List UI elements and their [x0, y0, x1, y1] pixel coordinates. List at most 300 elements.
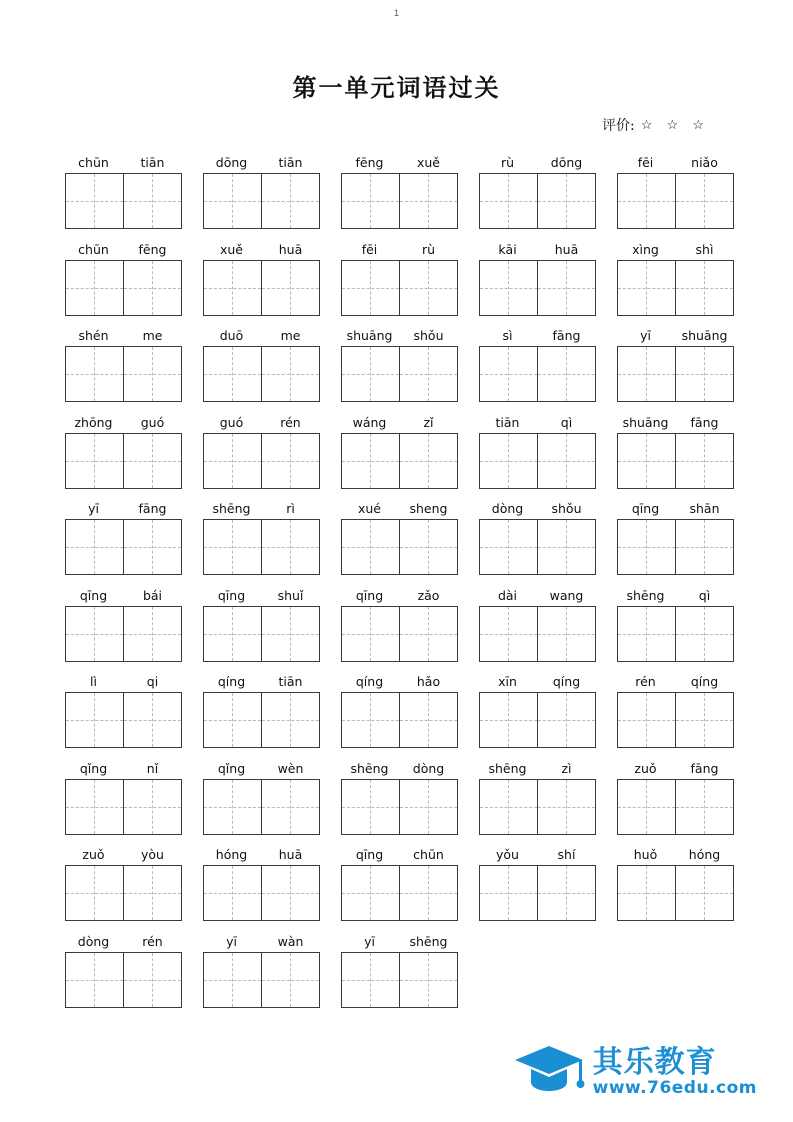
writing-boxes[interactable]: [479, 173, 596, 229]
pinyin-pair: [203, 934, 320, 949]
graduation-cap-icon: [513, 1042, 585, 1098]
pinyin-syllable: shēng: [488, 760, 527, 776]
writing-box[interactable]: [618, 347, 676, 401]
worksheet-row: [54, 155, 744, 229]
pinyin-pair: [203, 847, 320, 862]
writing-boxes[interactable]: [203, 692, 320, 748]
pinyin-syllable: tiān: [278, 155, 303, 170]
pinyin-syllable: fāng: [690, 414, 719, 430]
pinyin-pair: [203, 501, 320, 516]
pinyin-syllable: shuāng: [622, 414, 669, 430]
pinyin-syllable: xīn: [498, 674, 517, 689]
word-cell: [468, 761, 606, 835]
pinyin-syllable: me: [280, 328, 301, 343]
writing-boxes[interactable]: [479, 433, 596, 489]
pinyin-syllable: qì: [560, 414, 573, 430]
pinyin-syllable: shǒu: [413, 328, 444, 343]
writing-box[interactable]: [66, 174, 124, 228]
writing-box[interactable]: [618, 434, 676, 488]
writing-box[interactable]: [618, 866, 676, 920]
pinyin-syllable: zǐ: [423, 414, 434, 430]
pinyin-pair: [203, 761, 320, 776]
writing-boxes[interactable]: [203, 779, 320, 835]
writing-boxes[interactable]: [341, 606, 458, 662]
pinyin-syllable: hóng: [688, 847, 721, 862]
writing-boxes[interactable]: [65, 433, 182, 489]
writing-box[interactable]: [123, 347, 181, 401]
writing-boxes[interactable]: [617, 865, 734, 921]
writing-box[interactable]: [342, 261, 400, 315]
word-cell: [606, 847, 744, 921]
pinyin-syllable: sheng: [409, 501, 448, 516]
writing-boxes[interactable]: [617, 173, 734, 229]
pinyin-syllable: shēng: [212, 501, 251, 516]
writing-box[interactable]: [204, 520, 262, 574]
pinyin-pair: [617, 328, 734, 343]
writing-boxes[interactable]: [617, 260, 734, 316]
word-cell: [330, 674, 468, 748]
writing-box[interactable]: [66, 953, 124, 1007]
writing-box[interactable]: [399, 866, 457, 920]
writing-box[interactable]: [675, 347, 733, 401]
pinyin-syllable: hǎo: [416, 674, 441, 689]
pinyin-syllable: yǒu: [496, 847, 519, 862]
writing-box[interactable]: [537, 866, 595, 920]
pinyin-pair: [203, 155, 320, 170]
writing-box[interactable]: [480, 520, 538, 574]
pinyin-pair: [203, 588, 320, 603]
pinyin-pair: [65, 934, 182, 949]
writing-boxes[interactable]: [65, 346, 182, 402]
writing-boxes[interactable]: [341, 260, 458, 316]
writing-boxes[interactable]: [65, 260, 182, 316]
writing-box[interactable]: [537, 520, 595, 574]
writing-box[interactable]: [342, 347, 400, 401]
pinyin-syllable: me: [142, 328, 163, 343]
writing-box[interactable]: [261, 953, 319, 1007]
pinyin-pair: [617, 415, 734, 430]
writing-boxes[interactable]: [341, 433, 458, 489]
pinyin-pair: [617, 847, 734, 862]
writing-box[interactable]: [342, 607, 400, 661]
pinyin-pair: [65, 415, 182, 430]
writing-box[interactable]: [261, 174, 319, 228]
writing-box[interactable]: [675, 780, 733, 834]
writing-box[interactable]: [399, 607, 457, 661]
writing-boxes[interactable]: [341, 692, 458, 748]
pinyin-syllable: xìng: [632, 241, 659, 257]
pinyin-syllable: dōng: [550, 155, 583, 170]
pinyin-syllable: chūn: [78, 241, 109, 257]
pinyin-pair: [479, 761, 596, 776]
writing-boxes[interactable]: [479, 519, 596, 575]
pinyin-pair: [479, 501, 596, 516]
writing-boxes[interactable]: [617, 519, 734, 575]
pinyin-syllable: rén: [280, 414, 301, 430]
word-cell: [468, 847, 606, 921]
pinyin-syllable: tiān: [278, 674, 303, 689]
word-cell: [606, 674, 744, 748]
writing-box[interactable]: [342, 780, 400, 834]
writing-box[interactable]: [123, 434, 181, 488]
writing-box[interactable]: [675, 607, 733, 661]
writing-box[interactable]: [204, 693, 262, 747]
word-cell: [54, 415, 192, 489]
pinyin-syllable: fēng: [355, 155, 384, 170]
worksheet-row: [54, 934, 744, 1008]
writing-box[interactable]: [66, 347, 124, 401]
pinyin-syllable: guó: [219, 414, 244, 430]
writing-boxes[interactable]: [203, 952, 320, 1008]
writing-boxes[interactable]: [479, 779, 596, 835]
pinyin-syllable: dòng: [412, 760, 445, 776]
writing-box[interactable]: [261, 607, 319, 661]
pinyin-syllable: qīng: [355, 587, 384, 603]
writing-boxes[interactable]: [65, 952, 182, 1008]
word-cell: [192, 934, 330, 1008]
writing-box[interactable]: [480, 434, 538, 488]
writing-box[interactable]: [618, 693, 676, 747]
writing-box[interactable]: [399, 780, 457, 834]
pinyin-syllable: xuě: [219, 241, 243, 257]
worksheet-row: [54, 761, 744, 835]
writing-boxes[interactable]: [341, 519, 458, 575]
writing-boxes[interactable]: [479, 865, 596, 921]
pinyin-pair: [341, 501, 458, 516]
writing-box[interactable]: [537, 780, 595, 834]
word-cell: [192, 242, 330, 316]
pinyin-pair: [479, 328, 596, 343]
writing-box[interactable]: [399, 693, 457, 747]
writing-box[interactable]: [618, 520, 676, 574]
writing-box[interactable]: [66, 607, 124, 661]
writing-box[interactable]: [123, 693, 181, 747]
writing-box[interactable]: [399, 347, 457, 401]
pinyin-syllable: shuāng: [346, 328, 393, 343]
pinyin-pair: [341, 847, 458, 862]
pinyin-syllable: yī: [88, 501, 99, 516]
writing-box[interactable]: [204, 434, 262, 488]
writing-boxes[interactable]: [341, 779, 458, 835]
pinyin-pair: [617, 674, 734, 689]
page-number: 1: [393, 8, 399, 18]
writing-box[interactable]: [204, 780, 262, 834]
writing-box[interactable]: [480, 866, 538, 920]
pinyin-syllable: tiān: [495, 414, 520, 430]
writing-box[interactable]: [261, 347, 319, 401]
writing-boxes[interactable]: [203, 865, 320, 921]
pinyin-syllable: wèn: [277, 760, 304, 776]
writing-box[interactable]: [399, 520, 457, 574]
pinyin-syllable: qīng: [355, 847, 384, 862]
pinyin-syllable: kāi: [498, 241, 517, 257]
writing-box[interactable]: [66, 434, 124, 488]
writing-box[interactable]: [342, 174, 400, 228]
writing-box[interactable]: [204, 261, 262, 315]
worksheet-row: [54, 501, 744, 575]
pinyin-syllable: yī: [640, 328, 651, 343]
writing-box[interactable]: [123, 953, 181, 1007]
writing-box[interactable]: [537, 261, 595, 315]
writing-box[interactable]: [342, 434, 400, 488]
writing-box[interactable]: [342, 520, 400, 574]
pinyin-pair: [65, 242, 182, 257]
writing-box[interactable]: [480, 607, 538, 661]
writing-box[interactable]: [480, 174, 538, 228]
writing-box[interactable]: [399, 174, 457, 228]
pinyin-syllable: qíng: [552, 674, 581, 689]
watermark-brand: 其乐教育: [592, 1044, 717, 1080]
pinyin-pair: [479, 415, 596, 430]
writing-boxes[interactable]: [341, 173, 458, 229]
pinyin-pair: [617, 588, 734, 603]
writing-box[interactable]: [66, 866, 124, 920]
word-cell: [330, 934, 468, 1008]
pinyin-syllable: qíng: [217, 674, 246, 689]
writing-box[interactable]: [66, 261, 124, 315]
pinyin-syllable: dài: [497, 587, 518, 603]
word-cell: [54, 934, 192, 1008]
writing-box[interactable]: [204, 953, 262, 1007]
word-cell: [54, 242, 192, 316]
writing-box[interactable]: [123, 520, 181, 574]
pinyin-syllable: fēi: [637, 155, 654, 170]
pinyin-syllable: shǒu: [551, 501, 582, 516]
writing-box[interactable]: [261, 520, 319, 574]
writing-box[interactable]: [204, 866, 262, 920]
pinyin-pair: [341, 415, 458, 430]
writing-box[interactable]: [204, 607, 262, 661]
writing-box[interactable]: [480, 347, 538, 401]
pinyin-syllable: wáng: [352, 414, 387, 430]
writing-box[interactable]: [342, 693, 400, 747]
word-cell: [468, 328, 606, 402]
pinyin-syllable: niǎo: [691, 155, 718, 170]
word-cell: [192, 328, 330, 402]
writing-box[interactable]: [675, 261, 733, 315]
writing-boxes[interactable]: [65, 865, 182, 921]
pinyin-pair: [65, 155, 182, 170]
writing-box[interactable]: [618, 261, 676, 315]
writing-box[interactable]: [261, 693, 319, 747]
writing-box[interactable]: [537, 693, 595, 747]
writing-box[interactable]: [123, 780, 181, 834]
writing-boxes[interactable]: [341, 865, 458, 921]
pinyin-syllable: chūn: [78, 155, 109, 170]
word-cell: [330, 242, 468, 316]
writing-box[interactable]: [675, 174, 733, 228]
word-cell: [330, 847, 468, 921]
writing-boxes[interactable]: [341, 952, 458, 1008]
writing-box[interactable]: [618, 780, 676, 834]
pinyin-pair: [479, 242, 596, 257]
rating-stars: ☆ ☆ ☆: [640, 117, 709, 133]
writing-boxes[interactable]: [65, 519, 182, 575]
pinyin-pair: [617, 761, 734, 776]
writing-box[interactable]: [480, 780, 538, 834]
pinyin-pair: [65, 847, 182, 862]
word-cell: [192, 674, 330, 748]
writing-box[interactable]: [261, 261, 319, 315]
pinyin-syllable: duō: [219, 328, 244, 343]
pinyin-syllable: zuǒ: [634, 760, 657, 776]
pinyin-syllable: lì: [90, 674, 97, 689]
pinyin-syllable: qíng: [690, 674, 719, 689]
writing-boxes[interactable]: [65, 173, 182, 229]
pinyin-syllable: hóng: [215, 847, 248, 862]
pinyin-syllable: qīng: [631, 501, 660, 516]
pinyin-syllable: zì: [561, 760, 572, 776]
writing-box[interactable]: [537, 174, 595, 228]
word-cell: [54, 588, 192, 662]
writing-box[interactable]: [399, 434, 457, 488]
page-title: 第一单元词语过关: [292, 73, 501, 102]
word-cell: [192, 761, 330, 835]
pinyin-syllable: rì: [286, 501, 295, 516]
pinyin-syllable: fēng: [138, 241, 167, 257]
pinyin-pair: [203, 242, 320, 257]
pinyin-pair: [341, 155, 458, 170]
writing-boxes[interactable]: [203, 433, 320, 489]
pinyin-syllable: dòng: [491, 501, 524, 516]
pinyin-pair: [341, 934, 458, 949]
word-cell: [54, 674, 192, 748]
writing-boxes[interactable]: [479, 606, 596, 662]
pinyin-pair: [203, 674, 320, 689]
writing-boxes[interactable]: [203, 173, 320, 229]
writing-box[interactable]: [261, 866, 319, 920]
writing-boxes[interactable]: [203, 606, 320, 662]
pinyin-syllable: shí: [557, 847, 576, 862]
pinyin-syllable: yòu: [141, 847, 164, 862]
writing-box[interactable]: [123, 607, 181, 661]
writing-box[interactable]: [537, 434, 595, 488]
writing-box[interactable]: [123, 866, 181, 920]
word-cell: [54, 328, 192, 402]
writing-box[interactable]: [618, 607, 676, 661]
writing-box[interactable]: [399, 261, 457, 315]
pinyin-syllable: huā: [554, 241, 579, 257]
pinyin-syllable: zhōng: [74, 414, 113, 430]
writing-box[interactable]: [399, 953, 457, 1007]
writing-box[interactable]: [675, 693, 733, 747]
pinyin-syllable: yī: [364, 933, 375, 949]
writing-box[interactable]: [537, 347, 595, 401]
writing-box[interactable]: [675, 434, 733, 488]
pinyin-syllable: shì: [695, 241, 714, 257]
writing-boxes[interactable]: [479, 692, 596, 748]
word-cell: [468, 588, 606, 662]
worksheet-row: [54, 242, 744, 316]
writing-box[interactable]: [123, 261, 181, 315]
pinyin-syllable: huā: [278, 847, 303, 862]
writing-box[interactable]: [123, 174, 181, 228]
pinyin-syllable: rù: [421, 241, 436, 257]
pinyin-pair: [203, 328, 320, 343]
worksheet-row: [54, 588, 744, 662]
writing-boxes[interactable]: [203, 346, 320, 402]
writing-boxes[interactable]: [479, 260, 596, 316]
writing-boxes[interactable]: [617, 779, 734, 835]
writing-boxes[interactable]: [617, 433, 734, 489]
pinyin-pair: [203, 415, 320, 430]
pinyin-syllable: sì: [502, 328, 513, 343]
pinyin-pair: [341, 588, 458, 603]
word-cell: [192, 588, 330, 662]
rating-row: [602, 115, 709, 135]
writing-boxes[interactable]: [65, 692, 182, 748]
writing-box[interactable]: [66, 780, 124, 834]
writing-box[interactable]: [537, 607, 595, 661]
writing-boxes[interactable]: [203, 260, 320, 316]
writing-boxes[interactable]: [617, 346, 734, 402]
word-cell: [54, 847, 192, 921]
writing-boxes[interactable]: [617, 692, 734, 748]
writing-boxes[interactable]: [65, 606, 182, 662]
word-cell: [330, 328, 468, 402]
writing-box[interactable]: [261, 780, 319, 834]
writing-box[interactable]: [618, 174, 676, 228]
watermark-text: [592, 1044, 757, 1099]
pinyin-syllable: shuāng: [681, 328, 728, 343]
word-cell: [606, 328, 744, 402]
writing-box[interactable]: [66, 693, 124, 747]
word-cell-empty: [468, 934, 606, 1008]
pinyin-syllable: dòng: [77, 933, 110, 949]
pinyin-pair: [341, 761, 458, 776]
pinyin-syllable: nǐ: [146, 760, 159, 776]
pinyin-syllable: shēng: [350, 760, 389, 776]
pinyin-syllable: tiān: [140, 155, 165, 170]
rating-label: 评价:: [602, 118, 635, 134]
writing-boxes[interactable]: [479, 346, 596, 402]
writing-box[interactable]: [261, 434, 319, 488]
writing-box[interactable]: [480, 261, 538, 315]
pinyin-pair: [65, 761, 182, 776]
word-cell: [468, 242, 606, 316]
pinyin-syllable: yī: [226, 933, 237, 949]
writing-box[interactable]: [204, 347, 262, 401]
writing-boxes[interactable]: [341, 346, 458, 402]
writing-boxes[interactable]: [65, 779, 182, 835]
word-cell: [192, 847, 330, 921]
pinyin-syllable: bái: [142, 587, 163, 603]
writing-box[interactable]: [675, 866, 733, 920]
writing-boxes[interactable]: [203, 519, 320, 575]
word-cell: [606, 155, 744, 229]
writing-box[interactable]: [204, 174, 262, 228]
writing-box[interactable]: [342, 953, 400, 1007]
pinyin-syllable: shēng: [626, 587, 665, 603]
pinyin-syllable: zǎo: [417, 587, 440, 603]
pinyin-syllable: qíng: [355, 674, 384, 689]
word-cell: [330, 761, 468, 835]
pinyin-pair: [341, 242, 458, 257]
writing-box[interactable]: [675, 520, 733, 574]
worksheet-row: [54, 674, 744, 748]
pinyin-pair: [617, 155, 734, 170]
writing-boxes[interactable]: [617, 606, 734, 662]
watermark-url: www.76edu.com: [592, 1078, 757, 1098]
pinyin-syllable: xué: [357, 501, 381, 516]
pinyin-syllable: fēi: [361, 241, 378, 257]
writing-box[interactable]: [66, 520, 124, 574]
word-cell: [192, 501, 330, 575]
writing-box[interactable]: [342, 866, 400, 920]
pinyin-pair: [617, 501, 734, 516]
pinyin-syllable: chūn: [413, 847, 444, 862]
writing-box[interactable]: [480, 693, 538, 747]
